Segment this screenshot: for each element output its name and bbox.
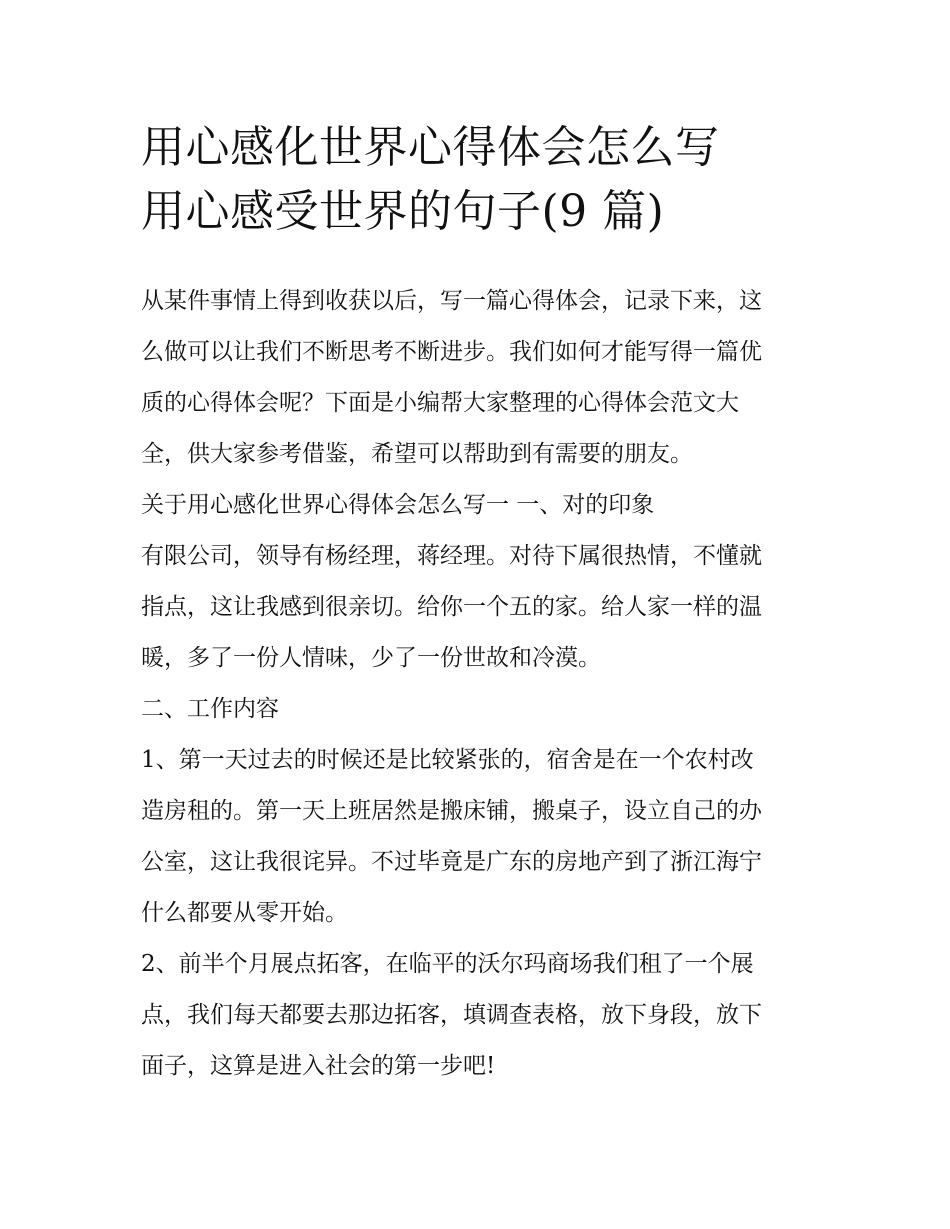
body-line-5: 关于用心感化世界心得体会怎么写一 一、对的印象 — [141, 492, 655, 518]
body-line-4: 全，供大家参考借鉴，希望可以帮助到有需要的朋友。 — [141, 441, 693, 467]
body-line-13: 什么都要从零开始。 — [141, 900, 348, 926]
body-line-10: 1、第一天过去的时候还是比较紧张的，宿舍是在一个农村改 — [141, 747, 754, 773]
body-line-12: 公室，这让我很诧异。不过毕竟是广东的房地产到了浙江海宁 — [141, 849, 762, 875]
body-line-11: 造房租的。第一天上班居然是搬床铺，搬桌子，设立自己的办 — [141, 798, 762, 824]
body-line-16: 面子，这算是进入社会的第一步吧! — [141, 1053, 496, 1079]
body-line-3: 质的心得体会呢？下面是小编帮大家整理的心得体会范文大 — [141, 390, 739, 416]
body-line-1: 从某件事情上得到收获以后，写一篇心得体会，记录下来，这 — [141, 288, 762, 314]
body-line-7: 指点，这让我感到很亲切。给你一个五的家。给人家一样的温 — [141, 594, 762, 620]
document-body — [141, 276, 821, 1092]
body-line-6: 有限公司，领导有杨经理，蒋经理。对待下属很热情，不懂就 — [141, 543, 762, 569]
body-line-2: 么做可以让我们不断思考不断进步。我们如何才能写得一篇优 — [141, 339, 762, 365]
body-line-14: 2、前半个月展点拓客，在临平的沃尔玛商场我们租了一个展 — [141, 951, 754, 977]
body-line-8: 暖，多了一份人情味，少了一份世故和冷漠。 — [141, 645, 601, 671]
title-line-2: 用心感受世界的句子(9 篇) — [141, 186, 665, 237]
body-line-15: 点，我们每天都要去那边拓客，填调查表格，放下身段，放下 — [141, 1002, 762, 1028]
document-title — [141, 116, 831, 244]
body-line-9: 二、工作内容 — [141, 696, 279, 722]
title-line-1: 用心感化世界心得体会怎么写 — [141, 122, 720, 173]
